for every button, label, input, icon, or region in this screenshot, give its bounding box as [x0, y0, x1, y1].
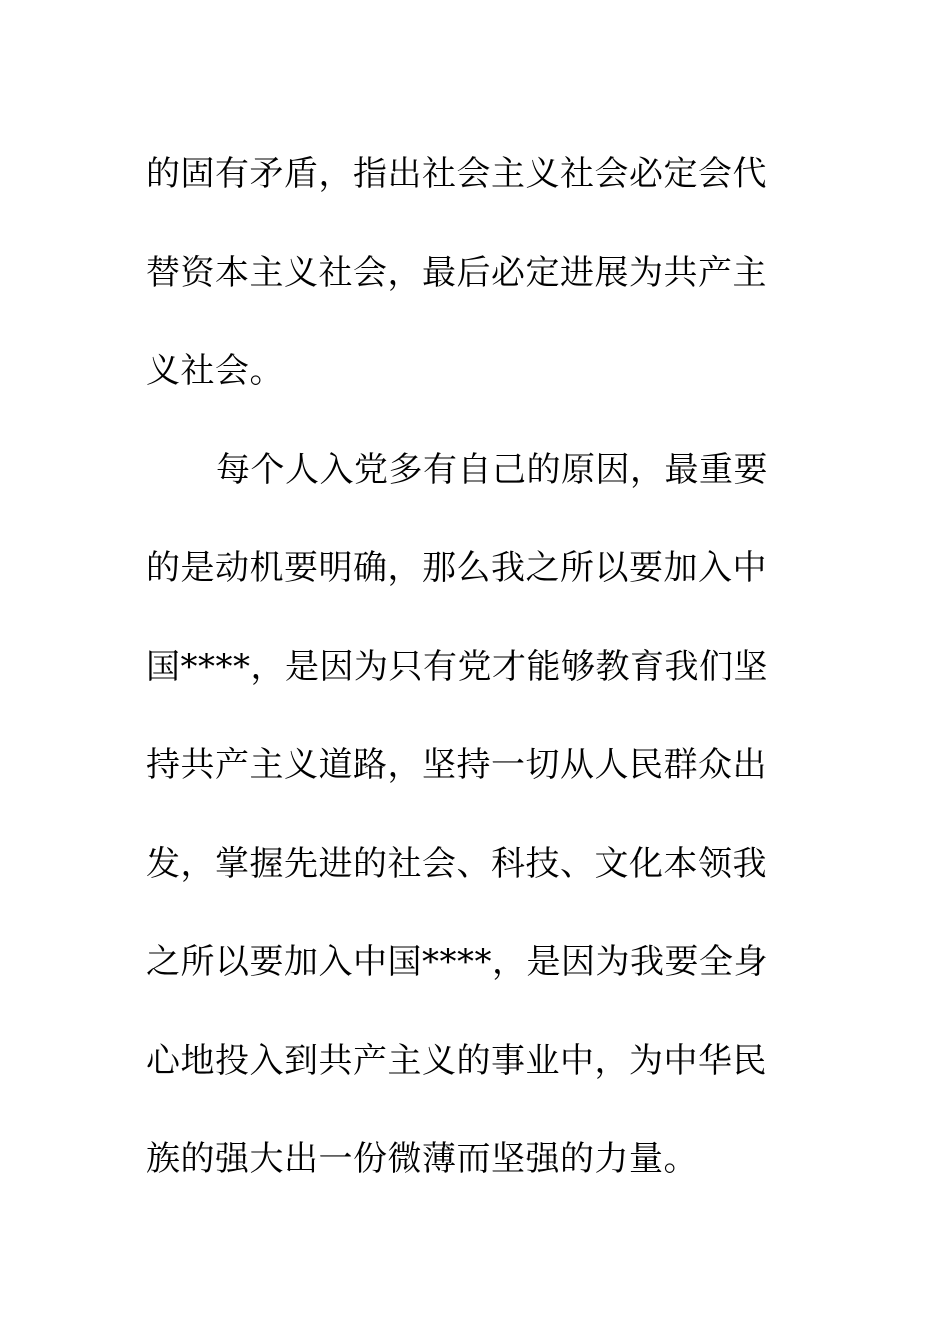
paragraph-start-line: 每个人入党多有自己的原因，最重要	[216, 449, 768, 490]
text-line: 之所以要加入中国****，是因为我要全身	[146, 942, 768, 982]
text-line: 心地投入到共产主义的事业中，为中华民	[146, 1040, 767, 1081]
text-line: 持共产主义道路，坚持一切从人民群众出	[146, 745, 767, 785]
body-text	[146, 125, 786, 1209]
text-line: 国****，是因为只有党才能够教育我们坚	[146, 646, 768, 687]
text-line: 替资本主义社会，最后必定进展为共产主	[146, 252, 767, 293]
text-line: 发，掌握先进的社会、科技、文化本领我	[146, 843, 767, 884]
text-line: 义社会。	[146, 351, 284, 391]
text-line: 族的强大出一份微薄而坚强的力量。	[146, 1139, 698, 1179]
text-line: 的固有矛盾，指出社会主义社会必定会代	[146, 154, 767, 194]
text-line: 的是动机要明确，那么我之所以要加入中	[146, 548, 767, 588]
